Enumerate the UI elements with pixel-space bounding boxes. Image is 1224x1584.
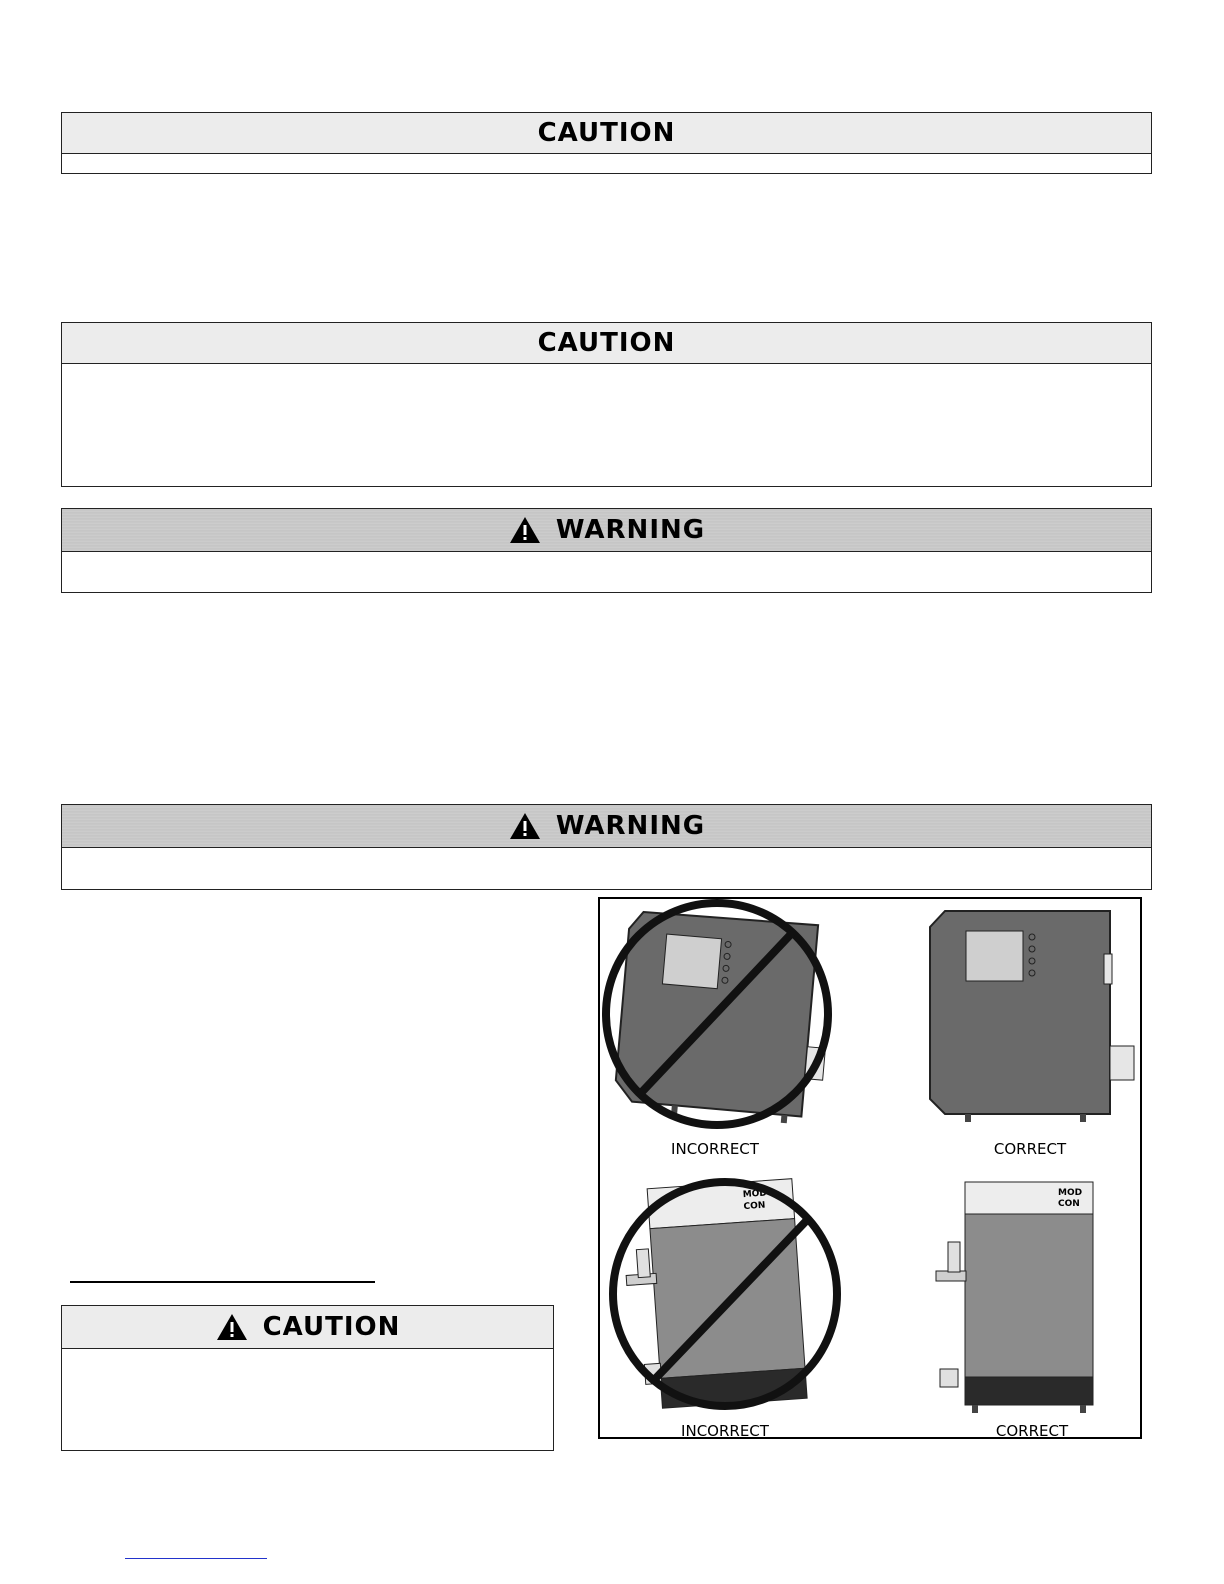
- incorrect-label: INCORRECT: [671, 1140, 759, 1158]
- section-underline: [70, 1281, 375, 1283]
- incorrect-label: INCORRECT: [681, 1422, 769, 1440]
- caution-box-1: [61, 112, 1152, 174]
- correct-label: CORRECT: [993, 1140, 1067, 1158]
- leveling-figure: [598, 897, 1142, 1439]
- caution-title: CAUTION: [537, 328, 676, 358]
- warning-title: WARNING: [555, 811, 706, 841]
- svg-text:MOD: MOD: [1058, 1188, 1083, 1198]
- caution-title: CAUTION: [537, 118, 676, 148]
- warning-box-2: [61, 804, 1152, 890]
- warning-box-1: [61, 508, 1152, 593]
- caution-triangle-icon: [215, 1312, 249, 1342]
- svg-text:MOD: MOD: [742, 1188, 768, 1201]
- warning-header: [62, 805, 1151, 848]
- level-front-view: [936, 1182, 1093, 1413]
- warning-triangle-icon: [508, 515, 542, 545]
- caution-box-2: [61, 322, 1152, 487]
- level-side-view: [930, 911, 1134, 1122]
- warning-triangle-icon: [508, 811, 542, 841]
- warning-header: [62, 509, 1151, 552]
- svg-text:CON: CON: [743, 1200, 766, 1213]
- leveling-illustration: [600, 899, 1140, 1437]
- caution-header: [62, 113, 1151, 154]
- caution-box-3: [61, 1305, 554, 1451]
- caution-title: CAUTION: [262, 1312, 401, 1342]
- footer-link-underline[interactable]: [125, 1558, 267, 1559]
- warning-title: WARNING: [555, 515, 706, 545]
- svg-text:CON: CON: [1058, 1199, 1080, 1209]
- caution-header: [62, 1306, 553, 1349]
- correct-label: CORRECT: [995, 1422, 1069, 1440]
- caution-header: [62, 323, 1151, 364]
